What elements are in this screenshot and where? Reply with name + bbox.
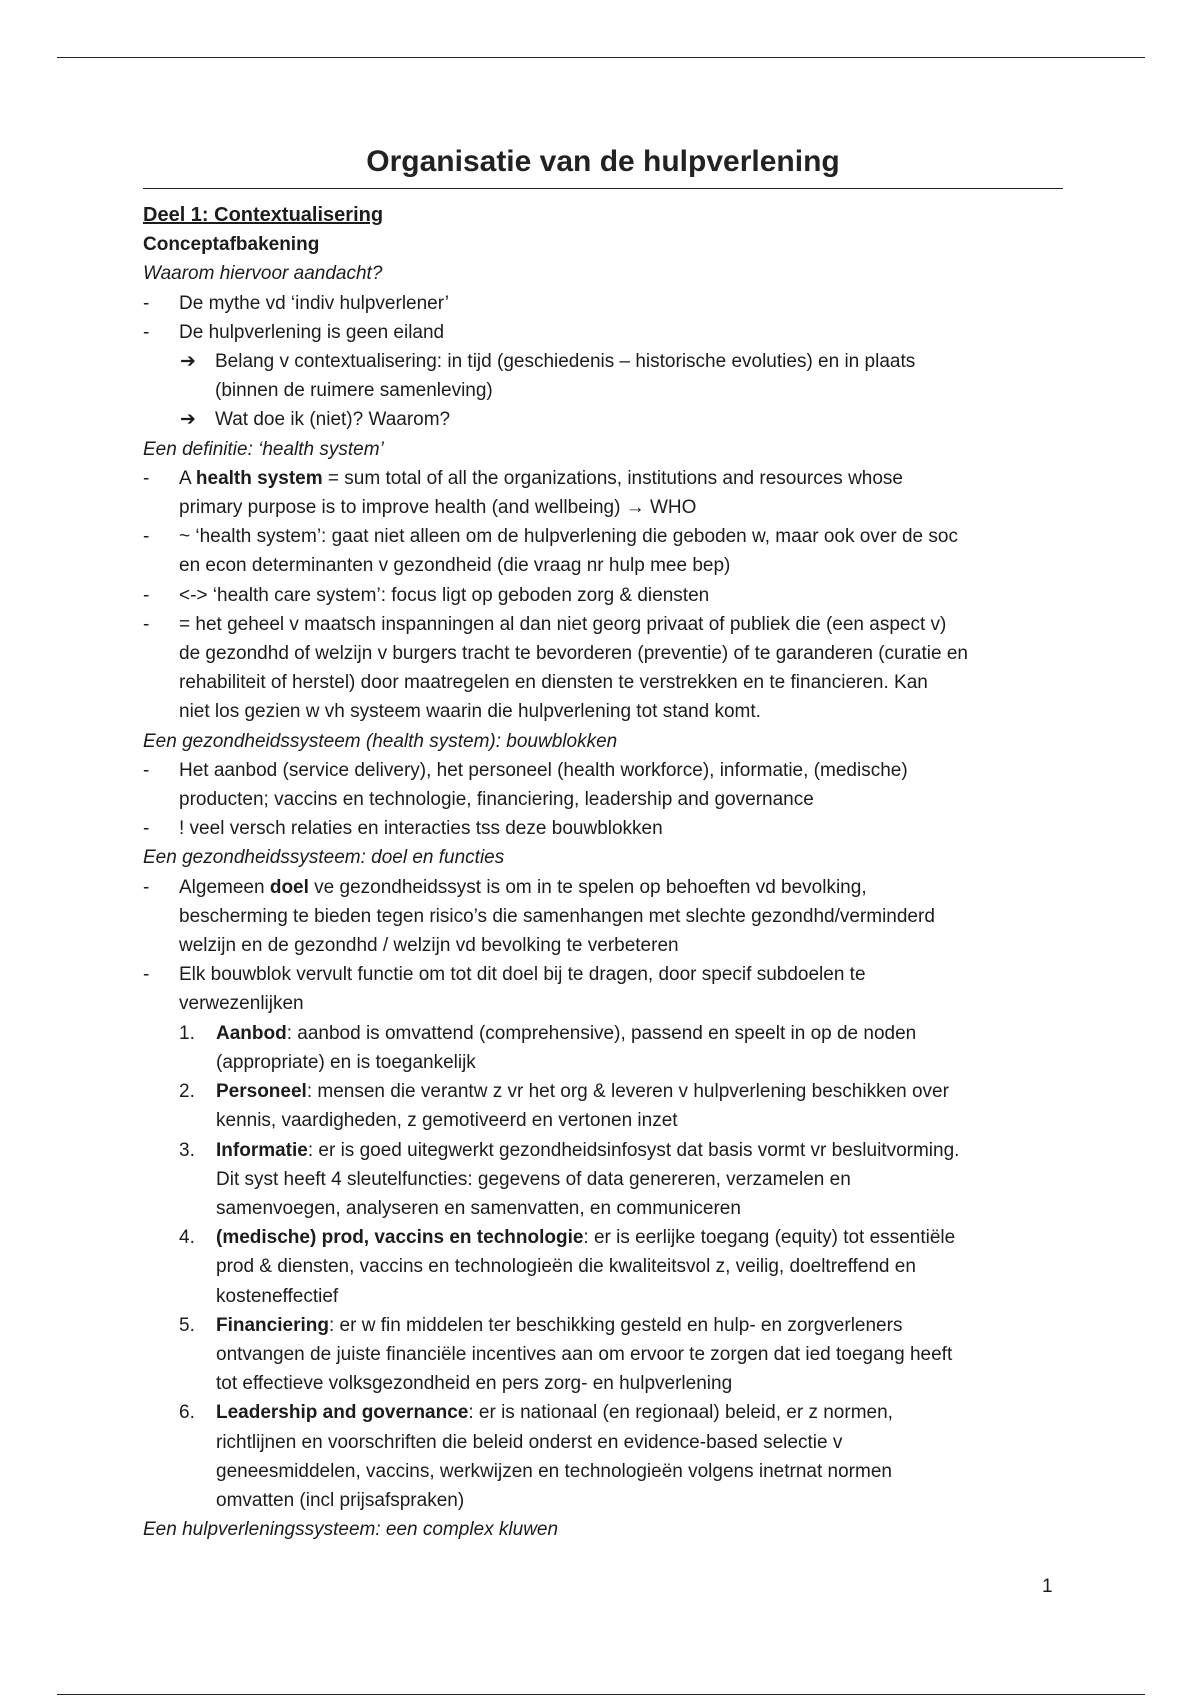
list-item-continuation: producten; vaccins en technologie, financiering, leadership and governance — [179, 789, 814, 811]
list-item-continuation: primary purpose is to improve health (and wellbeing) → WHO — [179, 497, 697, 519]
page-title: Organisatie van de hulpverlening — [143, 138, 1063, 189]
bold-term: Personeel — [216, 1081, 307, 1103]
waarom-heading: Waarom hiervoor aandacht? — [143, 263, 383, 285]
numbered-item-leadership — [143, 1398, 1063, 1427]
numbered-item-aanbod — [143, 1019, 1063, 1048]
list-item-continuation: welzijn en de gezondhd / welzijn vd bevolking te verbeteren — [179, 935, 679, 957]
list-item: - Het aanbod (service delivery), het personeel (health workforce), informatie, (medische) — [143, 756, 1063, 785]
text-fragment: : er is goed uitegwerkt gezondheidsinfosyst dat basis vormt vr besluitvorming. — [307, 1139, 960, 1161]
item-number: 3. — [179, 1139, 195, 1161]
list-item-continuation: rehabiliteit of herstel) door maatregelen en diensten te verstrekken en te financieren. Kan — [179, 672, 928, 694]
subsection-heading: Conceptafbakening — [143, 234, 320, 256]
list-item — [143, 464, 1063, 493]
item-number: 2. — [179, 1081, 195, 1103]
list-item: - <-> ‘health care system’: focus ligt op geboden zorg & diensten — [143, 581, 1063, 610]
list-item — [143, 873, 1063, 902]
section-heading: Deel 1: Contextualisering — [143, 204, 384, 226]
list-item: - De mythe vd ‘indiv hulpverlener’ — [143, 289, 1063, 318]
bold-term: (medische) prod, vaccins en technologie — [216, 1227, 584, 1249]
numbered-item-continuation: geneesmiddelen, vaccins, werkwijzen en technologieën volgens inetrnat normen — [216, 1460, 892, 1482]
numbered-item-continuation: prod & diensten, vaccins en technologieën die kwaliteitsvol z, veilig, doeltreffend en — [216, 1256, 916, 1278]
bold-term: Leadership and governance — [216, 1402, 469, 1424]
text-fragment: : aanbod is omvattend (comprehensive), passend en speelt in op de noden — [286, 1022, 917, 1044]
list-item: - ! veel versch relaties en interacties tss deze bouwblokken — [143, 814, 1063, 843]
numbered-item-continuation: ontvangen de juiste financiële incentives aan om ervoor te zorgen dat ied toegang heeft — [216, 1343, 953, 1365]
numbered-item-continuation: omvatten (incl prijsafspraken) — [216, 1489, 465, 1511]
numbered-item-continuation: (appropriate) en is toegankelijk — [216, 1051, 476, 1073]
text-fragment: : mensen die verantw z vr het org & leveren v hulpverlening beschikken over — [306, 1081, 949, 1103]
text-fragment: = sum total of all the organizations, institutions and resources whose — [322, 467, 903, 489]
list-item-continuation: de gezondhd of welzijn v burgers tracht te bevorderen (preventie) of te garanderen (curatie en — [179, 643, 968, 665]
page-bottom-rule — [57, 1694, 1145, 1695]
bold-term: doel — [269, 876, 309, 898]
numbered-item-personeel — [143, 1077, 1063, 1106]
page-content — [143, 138, 1063, 1544]
text-fragment: ve gezondheidssyst is om in te spelen op behoeften vd bevolking, — [308, 876, 867, 898]
list-item: - ~ ‘health system’: gaat niet alleen om de hulpverlening die geboden w, maar ook over de soc — [143, 522, 1063, 551]
item-number: 1. — [179, 1022, 195, 1044]
bold-term: Informatie — [216, 1139, 308, 1161]
text-fragment: A — [179, 467, 196, 489]
numbered-item-continuation: kosteneffectief — [216, 1285, 339, 1307]
arrow-right-icon: ➔ — [180, 351, 196, 373]
document-body — [143, 201, 1063, 1544]
bold-term: health system — [195, 467, 323, 489]
closing-heading: Een hulpverleningssysteem: een complex kluwen — [143, 1519, 559, 1541]
list-item: - = het geheel v maatsch inspanningen al dan niet georg privaat of publiek die (een aspect v) — [143, 610, 1063, 639]
numbered-item-continuation: tot effectieve volksgezondheid en pers zorg- en hulpverlening — [216, 1373, 733, 1395]
numbered-item-financiering — [143, 1311, 1063, 1340]
item-number: 6. — [179, 1402, 195, 1424]
list-item: - Elk bouwblok vervult functie om tot dit doel bij te dragen, door specif subdoelen te — [143, 960, 1063, 989]
numbered-item-producten — [143, 1223, 1063, 1252]
item-number: 5. — [179, 1314, 195, 1336]
doel-heading: Een gezondheidssysteem: doel en functies — [143, 847, 505, 869]
bouwblokken-heading: Een gezondheidssysteem (health system): bouwblokken — [143, 730, 618, 752]
text-fragment: Algemeen — [179, 876, 270, 898]
text-fragment: : er is nationaal (en regionaal) beleid, er z normen, — [468, 1402, 893, 1424]
list-item-continuation: niet los gezien w vh systeem waarin die hulpverlening tot stand komt. — [179, 701, 761, 723]
numbered-item-continuation: Dit syst heeft 4 sleutelfuncties: gegevens of data genereren, verzamelen en — [216, 1168, 851, 1190]
arrow-item-text: Belang v contextualisering: in tijd (geschiedenis – historische evoluties) en in plaats — [215, 351, 916, 373]
numbered-item-continuation: kennis, vaardigheden, z gemotiveerd en vertonen inzet — [216, 1110, 678, 1132]
text-fragment: : er w fin middelen ter beschikking gesteld en hulp- en zorgverleners — [328, 1314, 903, 1336]
list-item: - De hulpverlening is geen eiland — [143, 318, 1063, 347]
list-item-continuation: verwezenlijken — [179, 993, 304, 1015]
list-item-continuation: en econ determinanten v gezondheid (die vraag nr hulp mee bep) — [179, 555, 731, 577]
numbered-item-continuation: richtlijnen en voorschriften die beleid onderst en evidence-based selectie v — [216, 1431, 843, 1453]
page-number: 1 — [1042, 1576, 1053, 1597]
arrow-list-item — [143, 405, 1063, 434]
arrow-list-item — [143, 347, 1063, 376]
numbered-item-informatie — [143, 1136, 1063, 1165]
numbered-item-continuation: samenvoegen, analyseren en samenvatten, en communiceren — [216, 1197, 741, 1219]
arrow-item-text: Wat doe ik (niet)? Waarom? — [215, 409, 451, 431]
list-item-continuation: bescherming te bieden tegen risico’s die samenhangen met slechte gezondhd/verminderd — [179, 905, 935, 927]
arrow-item-continuation: (binnen de ruimere samenleving) — [215, 380, 493, 402]
page-top-rule — [57, 57, 1145, 58]
bold-term: Financiering — [216, 1314, 329, 1336]
definitie-heading: Een definitie: ‘health system’ — [143, 438, 384, 460]
bold-term: Aanbod — [216, 1022, 287, 1044]
item-number: 4. — [179, 1227, 195, 1249]
arrow-right-icon: ➔ — [180, 409, 196, 431]
text-fragment: : er is eerlijke toegang (equity) tot essentiële — [583, 1227, 956, 1249]
